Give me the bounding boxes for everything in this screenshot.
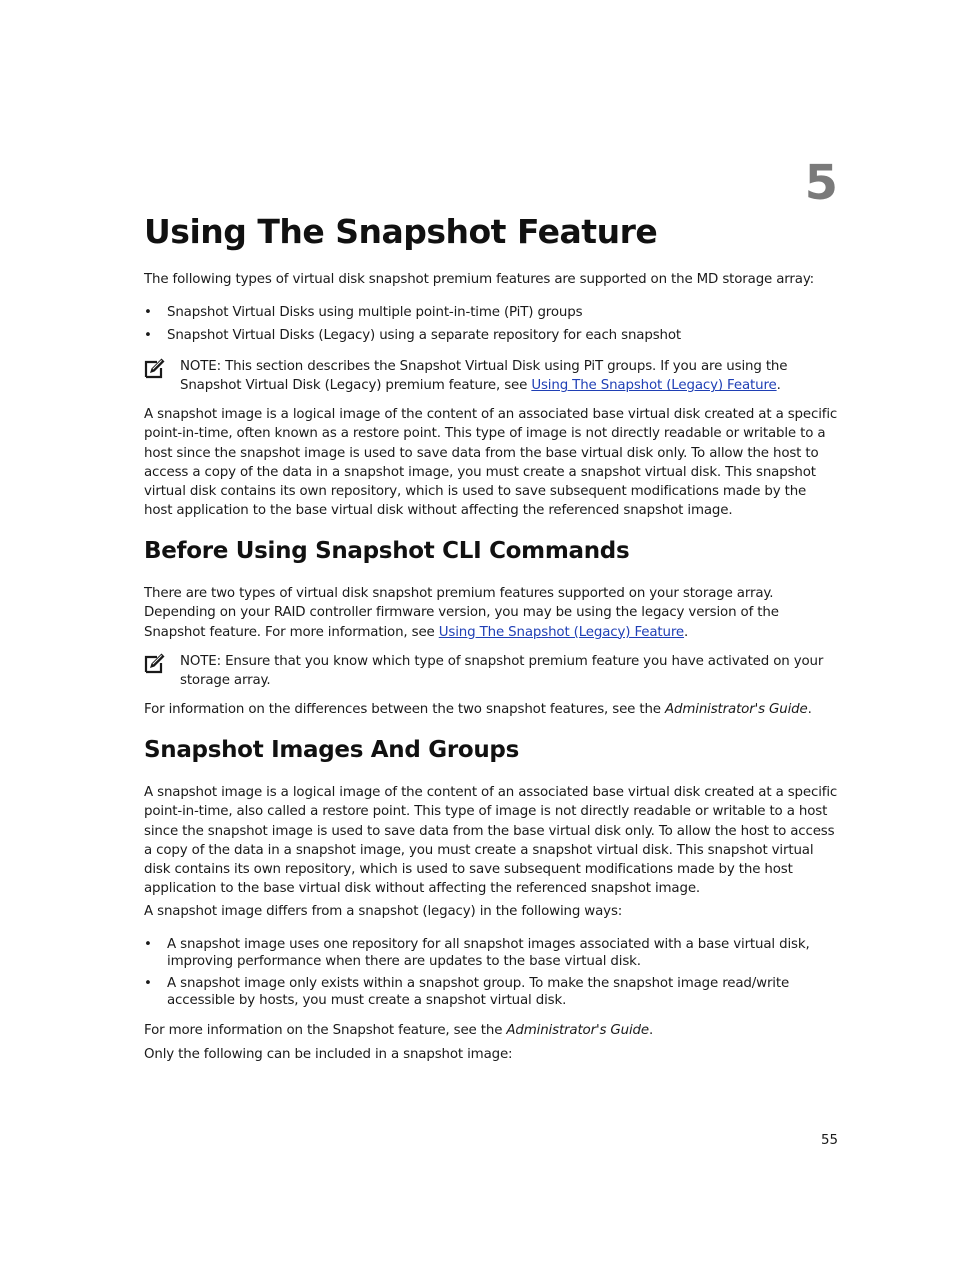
differences-text: For information on the differences between the two snapshot features, see the Administrator's Guide. xyxy=(144,702,812,717)
note-label: NOTE: xyxy=(180,359,221,374)
only-following-text: Only the following can be included in a snapshot image: xyxy=(144,1047,513,1062)
list-item: • Snapshot Virtual Disks using multiple point-in-time (PiT) groups xyxy=(144,305,583,320)
admin-guide-reference: Administrator's Guide xyxy=(506,1023,649,1038)
legacy-feature-link[interactable]: Using The Snapshot (Legacy) Feature xyxy=(531,378,777,394)
admin-guide-reference: Administrator's Guide xyxy=(665,702,808,717)
document-page xyxy=(144,0,838,1268)
bullet-icon: • xyxy=(144,328,152,343)
list-item: • A snapshot image uses one repository for all snapshot images associated with a base virtual disk, improving performance when there are updates to the base virtual disk. xyxy=(144,937,810,969)
note-block xyxy=(144,652,838,691)
section-heading-before-using: Before Using Snapshot CLI Commands xyxy=(144,538,630,564)
section1-text: There are two types of virtual disk snapshot premium features supported on your storage array. Depending on your RAID controller firmware version, you may be using the legacy version of the Snapshot feature. For more information, see Using The Snapshot (Legacy) Feature. xyxy=(144,586,779,640)
differs-text: A snapshot image differs from a snapshot (legacy) in the following ways: xyxy=(144,904,623,919)
note-text: NOTE: This section describes the Snapshot Virtual Disk using PiT groups. If you are using the Snapshot Virtual Disk (Legacy) premium feature, see Using The Snapshot (Legacy) Feature. xyxy=(180,359,788,394)
list-item: • A snapshot image only exists within a snapshot group. To make the snapshot image read/write accessible by hosts, you must create a snapshot virtual disk. xyxy=(144,976,790,1008)
note-label: NOTE: xyxy=(180,654,221,669)
intro-text: The following types of virtual disk snapshot premium features are supported on the MD storage array: xyxy=(144,272,814,287)
list-item: • Snapshot Virtual Disks (Legacy) using a separate repository for each snapshot xyxy=(144,328,681,343)
page-number: 55 xyxy=(820,1133,838,1148)
note-block xyxy=(144,357,838,396)
section-heading-images-groups: Snapshot Images And Groups xyxy=(144,737,519,763)
chapter-title: Using The Snapshot Feature xyxy=(144,212,658,251)
note-text: NOTE: Ensure that you know which type of snapshot premium feature you have activated on your storage array. xyxy=(180,654,824,689)
section2-text: A snapshot image is a logical image of the content of an associated base virtual disk created at a specific point-in-time, also called a restore point. This type of image is not directly readable or writable to a host since the snapshot image is used to save data from the base virtual disk only. To allow the host to access a copy of the data in a snapshot image, you must create a snapshot virtual disk. This snapshot virtual disk contains its own repository, which is used to save subsequent modifications made by the host application to the base virtual disk without affecting the referenced snapshot image. xyxy=(144,785,838,897)
bullet-icon: • xyxy=(144,305,152,320)
bullet-icon: • xyxy=(144,937,152,952)
bullet-icon: • xyxy=(144,976,152,991)
snapshot-description: A snapshot image is a logical image of the content of an associated base virtual disk created at a specific point-in-time, often known as a restore point. This type of image is not directly readable or writable to a host since the snapshot image is used to save data from the base virtual disk only. To allow the host to access a copy of the data in a snapshot image, you must create a snapshot virtual disk. This snapshot virtual disk contains its own repository, which is used to save subsequent modifications made by the host application to the base virtual disk without affecting the referenced snapshot image. xyxy=(144,407,838,519)
pencil-note-icon xyxy=(144,357,166,379)
legacy-feature-link[interactable]: Using The Snapshot (Legacy) Feature xyxy=(438,624,685,640)
pencil-note-icon xyxy=(144,652,166,674)
chapter-number: 5 xyxy=(804,155,838,211)
more-info-text: For more information on the Snapshot feature, see the Administrator's Guide. xyxy=(144,1023,654,1038)
